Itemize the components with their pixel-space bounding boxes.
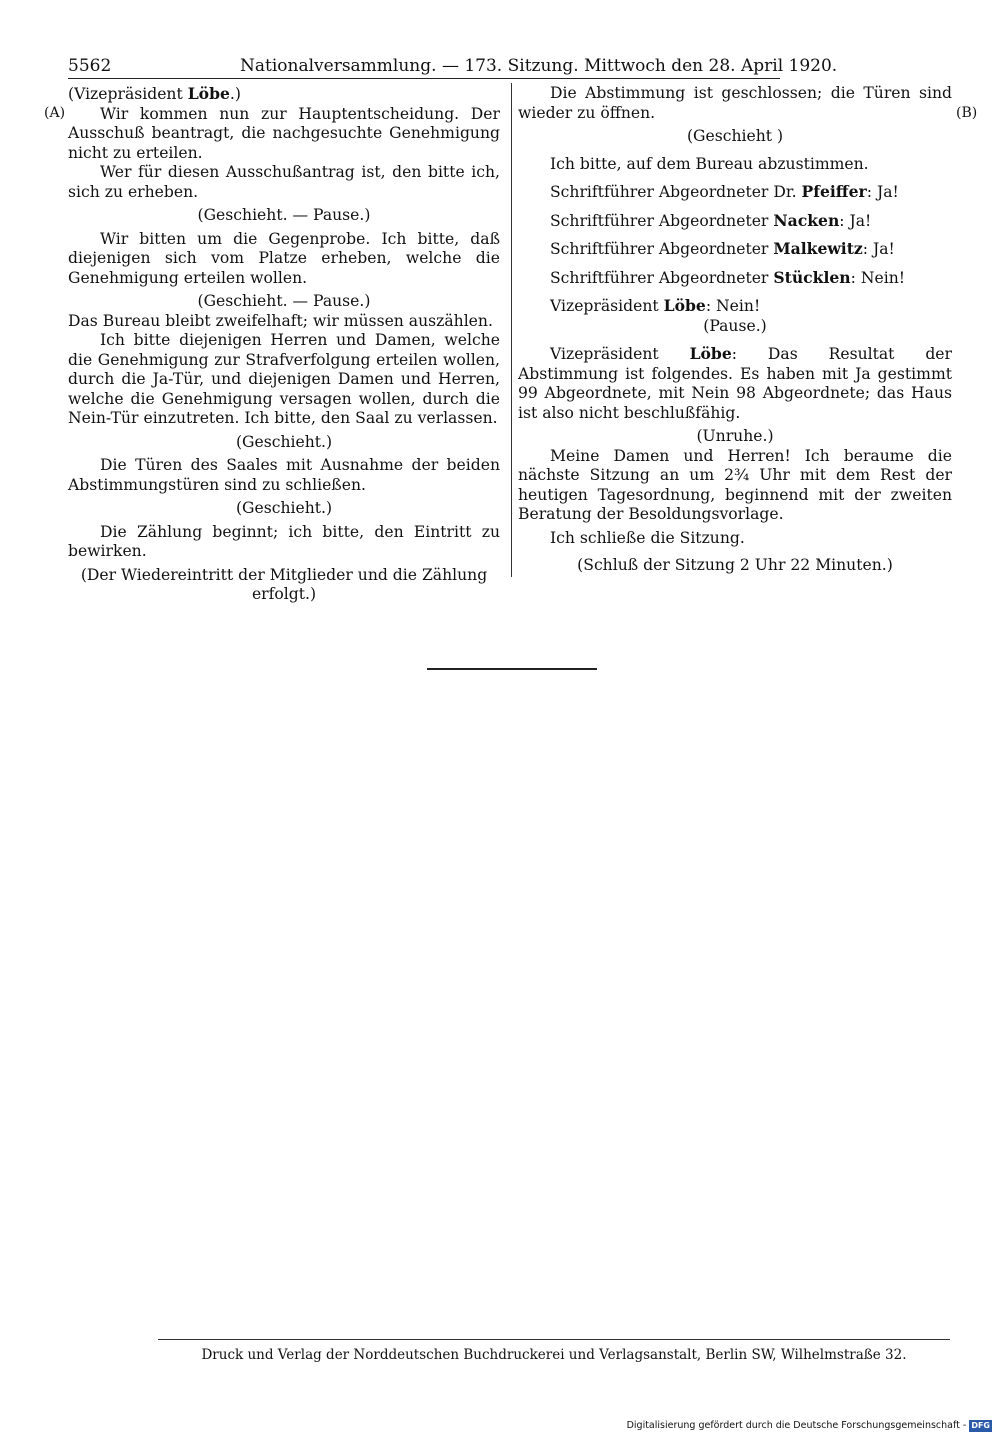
vote-line: Schriftführer Abgeordneter Stücklen: Nein! [550, 267, 906, 287]
stage-direction: (Der Wiedereintritt der Mitglieder und die Zählung erfolgt.) [80, 565, 488, 603]
stage-direction: (Geschieht.) [235, 499, 333, 517]
speaker-name: Löbe [187, 84, 230, 103]
stage-direction: (Geschieht.) [235, 432, 333, 451]
speaker-name: Stücklen [773, 267, 851, 287]
paragraph: Ich bitte diejenigen Herren und Damen, welche die Genehmigung zur Strafverfolgung erteilen wollen, durch die Ja-Tür, und diejenigen Damen und Herren, welche die Genehmigung versagen wollen, durch die Nein-Tür einzutreten. Ich bitte, den Saal zu verlassen. [68, 331, 500, 427]
stage-direction: (Schluß der Sitzung 2 Uhr 22 Minuten.) [577, 556, 893, 574]
paragraph: Wir kommen nun zur Hauptentscheidung. Der Ausschuß beantragt, die nachgesuchte Genehmigung nicht zu erteilen. [68, 104, 500, 162]
speaker-name: Löbe [663, 296, 706, 315]
paragraph: Das Bureau bleibt zweifelhaft; wir müssen auszählen. [68, 311, 493, 330]
imprint: Druck und Verlag der Norddeutschen Buchdruckerei und Verlagsanstalt, Berlin SW, Wilhelmstraße 32. [201, 1347, 907, 1363]
speaker-name: Pfeiffer [801, 182, 867, 201]
vote-line: Vizepräsident Löbe: Nein! [550, 296, 761, 315]
page-header [68, 53, 838, 79]
footer-rule [158, 1339, 950, 1340]
speaker-name: Nacken [773, 210, 840, 230]
margin-marker-right: (B) [956, 105, 978, 121]
stage-direction: (Geschieht ) [686, 127, 784, 145]
vote-line: Schriftführer Abgeordneter Dr. Pfeiffer: Ja! [550, 182, 899, 201]
vote-line: Schriftführer Abgeordneter Nacken: Ja! [550, 210, 872, 230]
paragraph: Wer für diesen Ausschußantrag ist, den bitte ich, sich zu erheben. [68, 163, 500, 201]
stage-direction: (Pause.) [703, 316, 767, 335]
paragraph: Meine Damen und Herren! Ich beraume die nächste Sitzung an um 2¾ Uhr mit dem Rest der heutigen Tagesordnung, beginnend mit der zweiten Beratung der Besoldungsvorlage. [518, 446, 952, 523]
stage-direction: (Unruhe.) [696, 427, 774, 445]
paragraph: Die Abstimmung ist geschlossen; die Türen sind wieder zu öffnen. [518, 84, 952, 122]
paragraph: Ich bitte, auf dem Bureau abzustimmen. [550, 154, 869, 173]
margin-marker-left: (A) [44, 105, 66, 121]
running-title: Nationalversammlung. — 173. Sitzung. Mittwoch den 28. April 1920. [240, 56, 838, 76]
section-rule [427, 668, 597, 670]
digitization-credit: Digitalisierung gefördert durch die Deutsche Forschungsgemeinschaft - DFG [626, 1420, 990, 1431]
stage-direction: (Geschieht. — Pause.) [197, 206, 371, 224]
paragraph: Die Türen des Saales mit Ausnahme der beiden Abstimmungstüren sind zu schließen. [68, 456, 500, 494]
column-divider [511, 83, 512, 577]
page-number: 5562 [68, 56, 112, 76]
right-column [518, 84, 952, 576]
paragraph: Ich schließe die Sitzung. [550, 528, 745, 547]
speaker-name: Malkewitz [773, 239, 863, 258]
dfg-logo-icon: DFG [971, 1421, 990, 1430]
stage-direction: (Geschieht. — Pause.) [197, 292, 371, 310]
left-column [68, 84, 500, 605]
paragraph: Wir bitten um die Gegenprobe. Ich bitte, daß diejenigen sich vom Platze erheben, welche die Genehmigung erteilen wollen. [68, 229, 500, 287]
vote-line: Schriftführer Abgeordneter Malkewitz: Ja! [550, 239, 895, 258]
speaker-note: (Vizepräsident Löbe.) [68, 84, 241, 103]
speaker-name: Löbe [689, 344, 732, 363]
paragraph: Die Zählung beginnt; ich bitte, den Eintritt zu bewirken. [68, 522, 500, 560]
paragraph: Vizepräsident Löbe: Das Resultat der Abstimmung ist folgendes. Es haben mit Ja gestimmt 99 Abgeordnete, mit Nein 98 Abgeordnete; das Haus ist also nicht beschlußfähig. [518, 344, 952, 422]
